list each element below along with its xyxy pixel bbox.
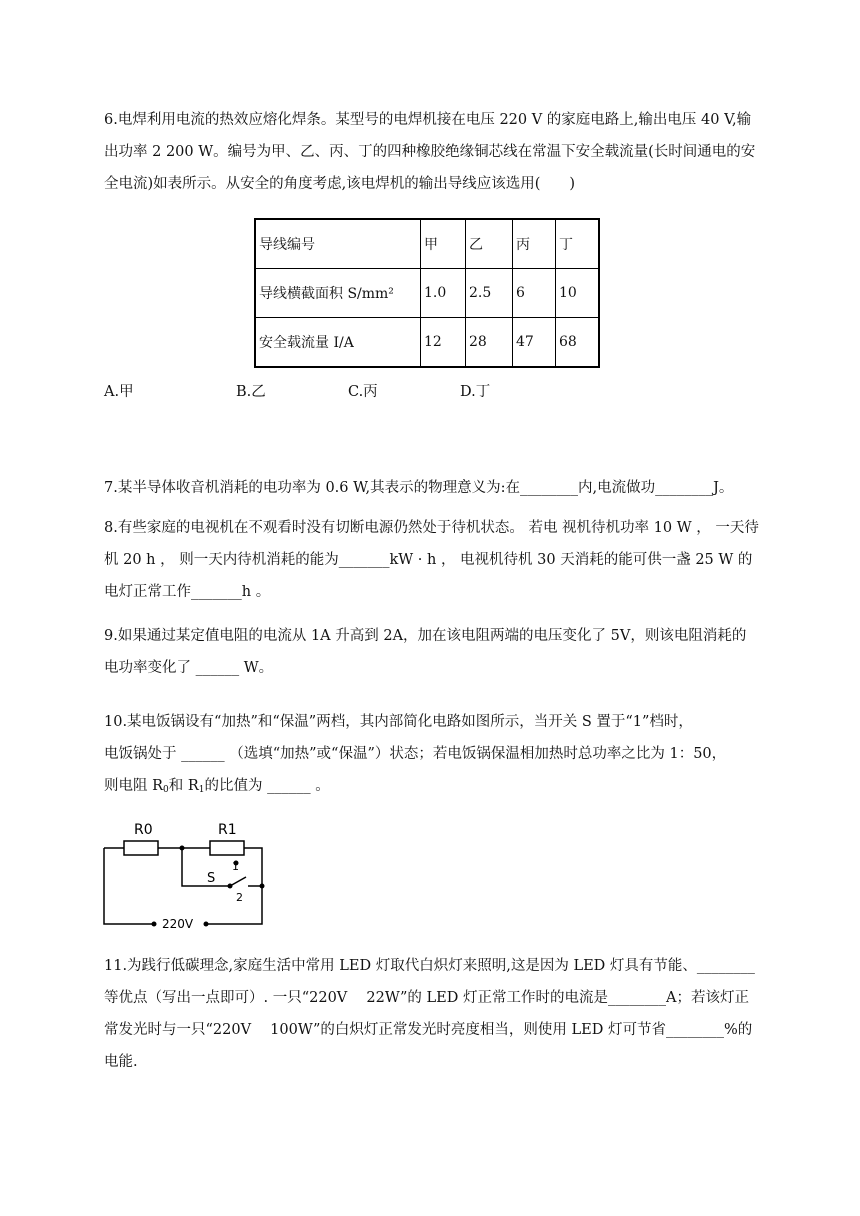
table-cell: 安全载流量 I/A	[255, 318, 421, 368]
table-cell: 导线编号	[255, 219, 421, 269]
table-cell: 导线横截面积 S/mm²	[255, 269, 421, 318]
option-b: B.乙	[236, 384, 266, 400]
question-10-line-1: 10.某电饭锅设有“加热”和“保温”两档，其内部简化电路如图所示，当开关 S 置于“1”档时，	[104, 714, 693, 730]
question-8-text: 8.有些家庭的电视机在不观看时没有切断电源仍然处于待机状态。 若电 视机待机功率 10 W ， 一天待机 20 h ， 则一天内待机消耗的能为_______kW · h ， 电视机待机 30 天消耗的能可供一盏 25 W 的电灯正常工作_______h 。	[104, 520, 759, 600]
table-cell: 47	[513, 318, 556, 368]
table-cell: 丙	[513, 219, 556, 269]
table-cell: 28	[466, 318, 513, 368]
question-6-options	[104, 380, 604, 404]
label-source-voltage: 220V	[162, 917, 194, 930]
table-cell: 乙	[466, 219, 513, 269]
question-11	[104, 950, 760, 1078]
option-d: D.丁	[460, 384, 491, 400]
rice-cooker-circuit-diagram	[100, 814, 280, 930]
resistor-r1	[210, 841, 244, 855]
label-position-1: 1	[232, 860, 239, 873]
question-7-text: 7.某半导体收音机消耗的电功率为 0.6 W,其表示的物理意义为:在________内,电流做功________J。	[104, 480, 734, 496]
question-10	[104, 706, 760, 806]
table-cell: 10	[556, 269, 600, 318]
table-cell: 丁	[556, 219, 600, 269]
table-cell: 甲	[421, 219, 466, 269]
table-cell: 12	[421, 318, 466, 368]
table-row	[255, 318, 599, 368]
table-cell: 6	[513, 269, 556, 318]
question-9-text: 9.如果通过某定值电阻的电流从 1A 升高到 2A，加在该电阻两端的电压变化了 5V，则该电阻消耗的电功率变化了 ______ W。	[104, 628, 747, 676]
table-cell: 68	[556, 318, 600, 368]
table-row	[255, 269, 599, 318]
question-10-line-3	[104, 770, 760, 806]
option-a: A.甲	[104, 384, 134, 400]
question-11-text: 11.为践行低碳理念,家庭生活中常用 LED 灯取代白炽灯来照明,这是因为 LED 灯具有节能、________等优点（写出一点即可）. 一只“220V 22W”的 LED 灯正常工作时的电流是________A；若该灯正常发光时与一只“220V 100W”的白炽灯正常发光时亮度相当，则使用 LED 灯可节省________%的电能.	[104, 958, 755, 1070]
label-switch: S	[207, 871, 216, 886]
text-run: 则电阻 R	[104, 778, 164, 794]
switch-blade	[230, 877, 246, 886]
text-run: 和 R	[168, 778, 199, 794]
subscript: 1	[198, 785, 205, 795]
label-position-2: 2	[236, 891, 243, 904]
question-6	[104, 104, 760, 200]
subscript: 0	[163, 785, 169, 795]
wire-capacity-table	[254, 218, 600, 368]
question-10-line-2: 电饭锅处于 ______ （选填“加热”或“保温”）状态；若电饭锅保温相加热时总功率之比为 1：50，	[104, 746, 727, 762]
text-run: 的比值为 ______ 。	[204, 778, 330, 794]
label-r1: R1	[218, 822, 237, 838]
question-8	[104, 512, 760, 608]
table-cell: 2.5	[466, 269, 513, 318]
table-cell: 1.0	[421, 269, 466, 318]
question-6-text: 6.电焊利用电流的热效应熔化焊条。某型号的电焊机接在电压 220 V 的家庭电路上,输出电压 40 V,输出功率 2 200 W。编号为甲、乙、丙、丁的四种橡胶绝缘铜芯线在常温下安全载流量(长时间通电的安全电流)如表所示。从安全的角度考虑,该电焊机的输出导线应该选用( )	[104, 112, 756, 192]
resistor-r0	[124, 841, 158, 855]
question-7	[104, 472, 760, 504]
table-row	[255, 219, 599, 269]
contact-2	[260, 884, 265, 889]
question-9	[104, 620, 760, 684]
label-r0: R0	[134, 822, 153, 838]
option-c: C.丙	[348, 384, 378, 400]
